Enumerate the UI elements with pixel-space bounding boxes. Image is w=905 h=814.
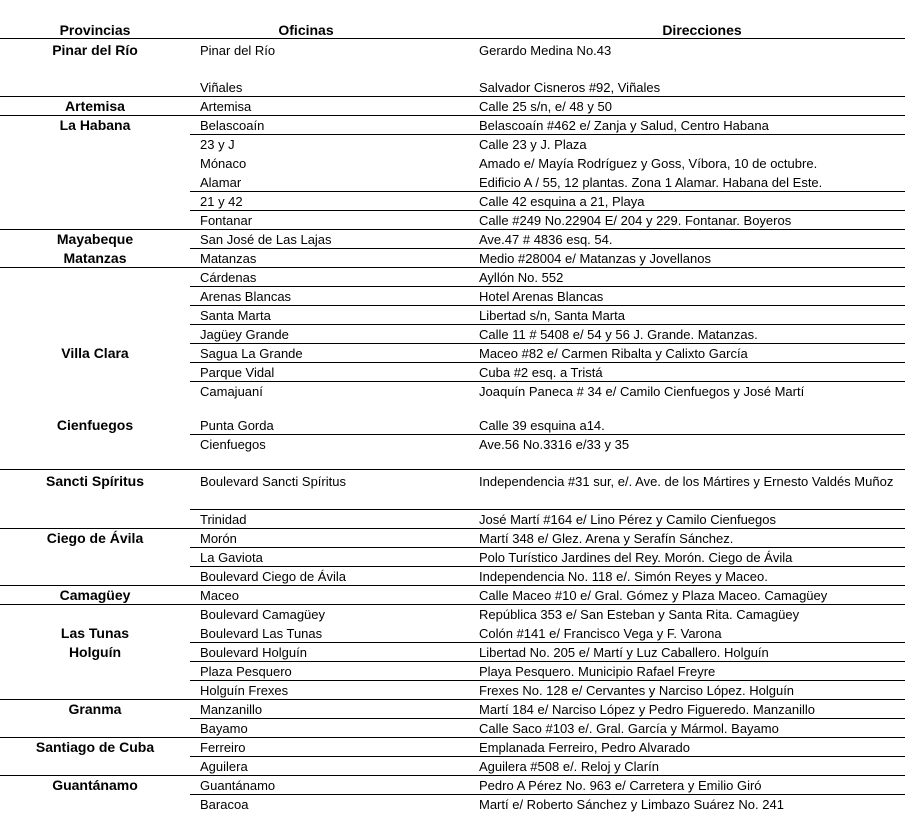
office-cell: Morón bbox=[200, 531, 237, 546]
office-cell: Matanzas bbox=[200, 251, 257, 266]
office-cell: San José de Las Lajas bbox=[200, 232, 332, 247]
office-cell: La Gaviota bbox=[200, 550, 263, 565]
office-cell: Ferreiro bbox=[200, 740, 246, 755]
office-cell: Plaza Pesquero bbox=[200, 664, 292, 679]
office-cell: Sagua La Grande bbox=[200, 346, 303, 361]
province-cell: Villa Clara bbox=[61, 345, 129, 361]
province-cell: Mayabeque bbox=[56, 231, 134, 247]
table-row bbox=[0, 472, 905, 510]
office-cell: Cárdenas bbox=[200, 270, 257, 285]
office-cell: Boulevard Camagüey bbox=[200, 607, 326, 622]
province-cell: La Habana bbox=[59, 117, 131, 133]
office-cell: Viñales bbox=[200, 80, 243, 95]
office-cell: Boulevard Las Tunas bbox=[200, 626, 323, 641]
office-cell: Trinidad bbox=[200, 512, 247, 527]
address-cell: Calle 23 y J. Plaza bbox=[479, 137, 587, 152]
province-cell: Matanzas bbox=[63, 250, 127, 266]
address-cell: Calle 42 esquina a 21, Playa bbox=[479, 194, 645, 209]
address-cell: Polo Turístico Jardines del Rey. Morón. Ciego de Ávila bbox=[479, 550, 793, 565]
office-cell: Alamar bbox=[200, 175, 242, 190]
address-cell: Ave.56 No.3316 e/33 y 35 bbox=[479, 437, 630, 452]
header-provincias: Provincias bbox=[59, 22, 131, 38]
office-cell: Jagüey Grande bbox=[200, 327, 289, 342]
address-cell: Frexes No. 128 e/ Cervantes y Narciso López. Holguín bbox=[479, 683, 795, 698]
office-cell: Punta Gorda bbox=[200, 418, 274, 433]
address-cell: Joaquín Paneca # 34 e/ Camilo Cienfuegos y José Martí bbox=[479, 384, 805, 399]
address-cell: Martí 348 e/ Glez. Arena y Serafín Sánchez. bbox=[479, 531, 734, 546]
address-cell: Martí 184 e/ Narciso López y Pedro Figueredo. Manzanillo bbox=[479, 702, 816, 717]
office-cell: Bayamo bbox=[200, 721, 248, 736]
province-cell: Ciego de Ávila bbox=[46, 530, 144, 546]
address-cell: Belascoaín #462 e/ Zanja y Salud, Centro Habana bbox=[479, 118, 769, 133]
office-cell: Boulevard Ciego de Ávila bbox=[200, 569, 346, 584]
office-cell: Fontanar bbox=[200, 213, 253, 228]
row-divider bbox=[0, 469, 905, 470]
office-cell: Holguín Frexes bbox=[200, 683, 289, 698]
office-cell: Pinar del Río bbox=[200, 43, 276, 58]
province-cell: Artemisa bbox=[65, 98, 125, 114]
address-cell: Libertad s/n, Santa Marta bbox=[479, 308, 625, 323]
office-cell: 21 y 42 bbox=[200, 194, 243, 209]
province-cell: Cienfuegos bbox=[56, 417, 134, 433]
address-cell: Calle 25 s/n, e/ 48 y 50 bbox=[479, 99, 612, 114]
address-cell: Colón #141 e/ Francisco Vega y F. Varona bbox=[479, 626, 722, 641]
header-oficinas: Oficinas bbox=[278, 22, 334, 38]
office-cell: Artemisa bbox=[200, 99, 252, 114]
office-cell: 23 y J bbox=[200, 137, 235, 152]
address-cell: Independencia #31 sur, e/. Ave. de los Mártires y Ernesto Valdés Muñoz bbox=[479, 474, 894, 489]
address-cell: Calle Saco #103 e/. Gral. García y Mármol. Bayamo bbox=[479, 721, 779, 736]
address-cell: Pedro A Pérez No. 963 e/ Carretera y Emilio Giró bbox=[479, 778, 762, 793]
address-cell: Hotel Arenas Blancas bbox=[479, 289, 604, 304]
office-cell: Parque Vidal bbox=[200, 365, 275, 380]
office-cell: Belascoaín bbox=[200, 118, 265, 133]
address-cell: Ave.47 # 4836 esq. 54. bbox=[479, 232, 613, 247]
address-cell: Cuba #2 esq. a Tristá bbox=[479, 365, 603, 380]
address-cell: Amado e/ Mayía Rodríguez y Goss, Víbora, 10 de octubre. bbox=[479, 156, 818, 171]
address-cell: Independencia No. 118 e/. Simón Reyes y Maceo. bbox=[479, 569, 768, 584]
address-cell: Playa Pesquero. Municipio Rafael Freyre bbox=[479, 664, 716, 679]
office-cell: Boulevard Holguín bbox=[200, 645, 307, 660]
office-cell: Arenas Blancas bbox=[200, 289, 292, 304]
address-cell: Calle 11 # 5408 e/ 54 y 56 J. Grande. Matanzas. bbox=[479, 327, 758, 342]
header-divider bbox=[0, 38, 905, 39]
province-cell: Holguín bbox=[68, 644, 122, 660]
province-cell: Sancti Spíritus bbox=[45, 473, 145, 489]
address-cell: José Martí #164 e/ Lino Pérez y Camilo Cienfuegos bbox=[479, 512, 776, 527]
address-cell: Aguilera #508 e/. Reloj y Clarín bbox=[479, 759, 659, 774]
province-cell: Las Tunas bbox=[60, 625, 130, 641]
address-cell: Salvador Cisneros #92, Viñales bbox=[479, 80, 661, 95]
office-cell: Camajuaní bbox=[200, 384, 263, 399]
office-cell: Baracoa bbox=[200, 797, 249, 812]
province-cell: Pinar del Río bbox=[52, 42, 138, 58]
address-cell: Calle #249 No.22904 E/ 204 y 229. Fontanar. Boyeros bbox=[479, 213, 792, 228]
office-cell: Mónaco bbox=[200, 156, 247, 171]
office-cell: Aguilera bbox=[200, 759, 248, 774]
table-header bbox=[0, 22, 905, 38]
province-cell: Santiago de Cuba bbox=[35, 739, 155, 755]
province-cell: Guantánamo bbox=[52, 777, 138, 793]
province-cell: Granma bbox=[68, 701, 122, 717]
province-cell: Camagüey bbox=[59, 587, 131, 603]
address-cell: Edificio A / 55, 12 plantas. Zona 1 Alamar. Habana del Este. bbox=[479, 175, 823, 190]
address-cell: Martí e/ Roberto Sánchez y Limbazo Suárez No. 241 bbox=[479, 797, 784, 812]
address-cell: Calle 39 esquina a14. bbox=[479, 418, 605, 433]
address-cell: Gerardo Medina No.43 bbox=[479, 43, 612, 58]
address-cell: Calle Maceo #10 e/ Gral. Gómez y Plaza Maceo. Camagüey bbox=[479, 588, 828, 603]
address-cell: Ayllón No. 552 bbox=[479, 270, 564, 285]
office-cell: Cienfuegos bbox=[200, 437, 266, 452]
office-cell: Santa Marta bbox=[200, 308, 271, 323]
address-cell: Libertad No. 205 e/ Martí y Luz Caballero. Holguín bbox=[479, 645, 769, 660]
office-cell: Boulevard Sancti Spíritus bbox=[200, 474, 346, 489]
address-cell: Maceo #82 e/ Carmen Ribalta y Calixto García bbox=[479, 346, 748, 361]
office-cell: Maceo bbox=[200, 588, 240, 603]
office-cell: Guantánamo bbox=[200, 778, 276, 793]
address-cell: República 353 e/ San Esteban y Santa Rita. Camagüey bbox=[479, 607, 800, 622]
address-cell: Medio #28004 e/ Matanzas y Jovellanos bbox=[479, 251, 711, 266]
office-cell: Manzanillo bbox=[200, 702, 263, 717]
address-cell: Emplanada Ferreiro, Pedro Alvarado bbox=[479, 740, 691, 755]
header-direcciones: Direcciones bbox=[662, 22, 742, 38]
